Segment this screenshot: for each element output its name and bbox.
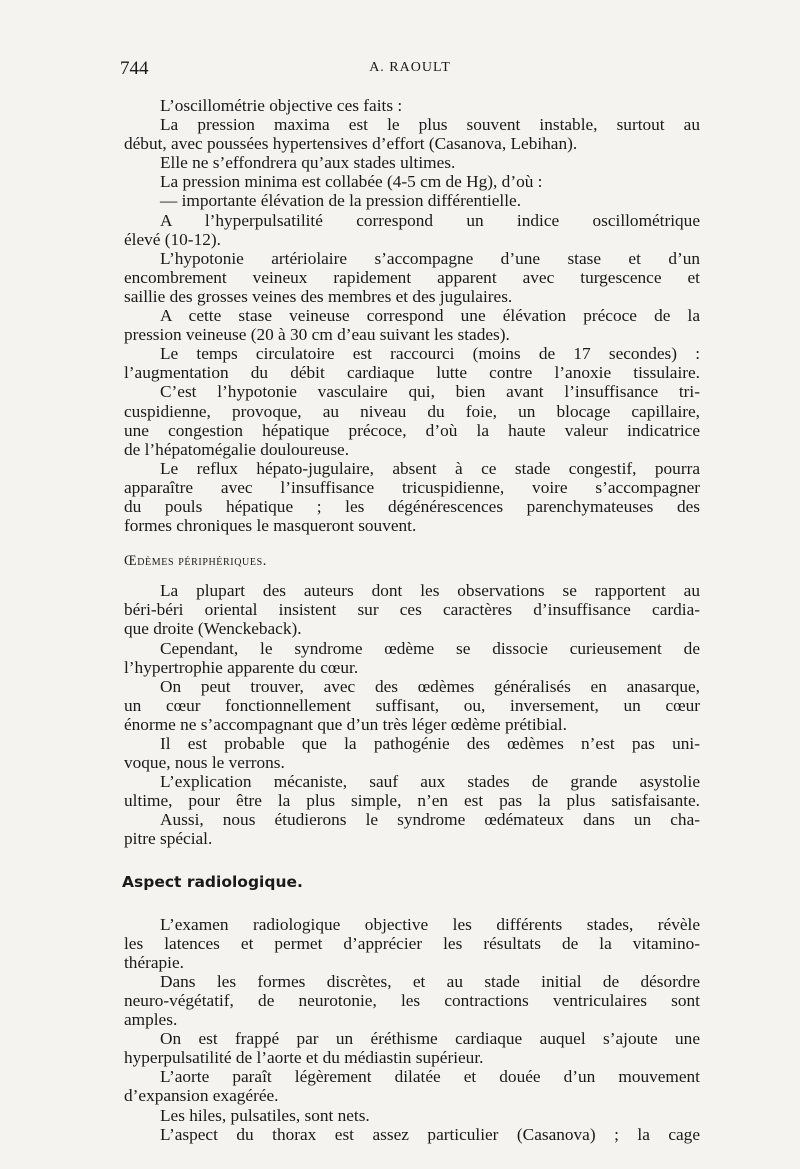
text-line: saillie des grosses veines des membres et des jugulaires. bbox=[124, 286, 513, 306]
running-head: A. RAOULT bbox=[369, 60, 451, 75]
text-line: La pression minima est collabée (4-5 cm de Hg), d’où : bbox=[160, 172, 543, 192]
page-header bbox=[120, 58, 700, 84]
text-line: apparaître avec l’insuffisance tricuspidienne, voire s’accompagner bbox=[124, 477, 700, 497]
text-line: début, avec poussées hypertensives d’effort (Casanova, Lebihan). bbox=[124, 134, 578, 154]
text-line: L’aorte paraît légèrement dilatée et douée d’un mouvement bbox=[160, 1067, 700, 1087]
text-line: neuro-végétatif, de neurotonie, les contractions ventriculaires sont bbox=[124, 990, 700, 1010]
text-line: amples. bbox=[124, 1010, 178, 1030]
page-number: 744 bbox=[120, 58, 149, 79]
text-line: Dans les formes discrètes, et au stade initial de désordre bbox=[160, 971, 700, 991]
text-line: Elle ne s’effondrera qu’aux stades ultimes. bbox=[160, 153, 456, 173]
text-line: un cœur fonctionnellement suffisant, ou, inversement, un cœur bbox=[124, 695, 700, 715]
text-line: Cependant, le syndrome œdème se dissocie curieusement de bbox=[160, 638, 700, 658]
text-line: L’explication mécaniste, sauf aux stades de grande asystolie bbox=[160, 772, 700, 792]
text-line: les latences et permet d’apprécier les résultats de la vitamino- bbox=[124, 933, 700, 953]
text-line: Le reflux hépato-jugulaire, absent à ce stade congestif, pourra bbox=[160, 458, 700, 478]
text-line: L’hypotonie artériolaire s’accompagne d’une stase et d’un bbox=[160, 248, 700, 268]
text-line: l’hypertrophie apparente du cœur. bbox=[124, 657, 359, 677]
section-heading-aspect-radiologique: Aspect radiologique. bbox=[122, 872, 303, 891]
text-line: La pression maxima est le plus souvent instable, surtout au bbox=[160, 115, 700, 135]
section-heading-oedemes: Œdèmes périphériques. bbox=[124, 553, 267, 570]
text-line: formes chroniques le masqueront souvent. bbox=[124, 516, 417, 536]
text-line: béri-béri oriental insistent sur ces caractères d’insuffisance cardia- bbox=[124, 600, 700, 620]
text-line: La plupart des auteurs dont les observations se rapportent au bbox=[160, 581, 700, 601]
text-line: L’oscillométrie objective ces faits : bbox=[160, 96, 403, 115]
text-line: d’expansion exagérée. bbox=[124, 1086, 279, 1106]
text-line: A l’hyperpulsatilité correspond un indice oscillométrique bbox=[160, 210, 700, 230]
text-line: voque, nous le verrons. bbox=[124, 753, 285, 773]
text-line: L’examen radiologique objective les différents stades, révèle bbox=[160, 914, 700, 934]
text-line: élevé (10-12). bbox=[124, 229, 221, 249]
text-line: Le temps circulatoire est raccourci (moins de 17 secondes) : bbox=[160, 344, 700, 364]
text-line: C’est l’hypotonie vasculaire qui, bien avant l’insuffisance tri- bbox=[160, 382, 700, 402]
text-line: pitre spécial. bbox=[124, 829, 213, 849]
page-body bbox=[124, 96, 700, 1144]
text-line: Les hiles, pulsatiles, sont nets. bbox=[160, 1105, 370, 1125]
text-line: thérapie. bbox=[124, 952, 184, 972]
text-line: On est frappé par un éréthisme cardiaque auquel s’ajoute une bbox=[160, 1029, 700, 1049]
text-line: encombrement veineux rapidement apparent avec turgescence et bbox=[124, 267, 700, 287]
text-line: cuspidienne, provoque, au niveau du foie, un blocage capillaire, bbox=[124, 401, 700, 421]
text-line: ultime, pour être la plus simple, n’en est pas la plus satisfaisante. bbox=[124, 791, 700, 811]
text-line: — importante élévation de la pression différentielle. bbox=[160, 191, 522, 211]
text-line: Il est probable que la pathogénie des œdèmes n’est pas uni- bbox=[160, 734, 700, 753]
text-line: pression veineuse (20 à 30 cm d’eau suivant les stades). bbox=[124, 325, 510, 345]
text-line: du pouls hépatique ; les dégénérescences parenchymateuses des bbox=[124, 496, 700, 516]
text-line: L’aspect du thorax est assez particulier (Casanova) ; la cage bbox=[160, 1124, 700, 1144]
text-line: A cette stase veineuse correspond une élévation précoce de la bbox=[160, 306, 700, 326]
text-line: l’augmentation du débit cardiaque lutte contre l’anoxie tissulaire. bbox=[124, 363, 700, 383]
text-line: Aussi, nous étudierons le syndrome œdémateux dans un cha- bbox=[160, 810, 700, 830]
text-line: une congestion hépatique précoce, d’où la haute valeur indicatrice bbox=[124, 420, 700, 440]
text-line: que droite (Wenckeback). bbox=[124, 619, 302, 639]
text-line: hyperpulsatilité de l’aorte et du médiastin supérieur. bbox=[124, 1048, 484, 1068]
text-line: énorme ne s’accompagnant que d’un très léger œdème prétibial. bbox=[124, 714, 567, 734]
text-line: On peut trouver, avec des œdèmes généralisés en anasarque, bbox=[160, 676, 700, 696]
text-line: de l’hépatomégalie douloureuse. bbox=[124, 439, 350, 459]
